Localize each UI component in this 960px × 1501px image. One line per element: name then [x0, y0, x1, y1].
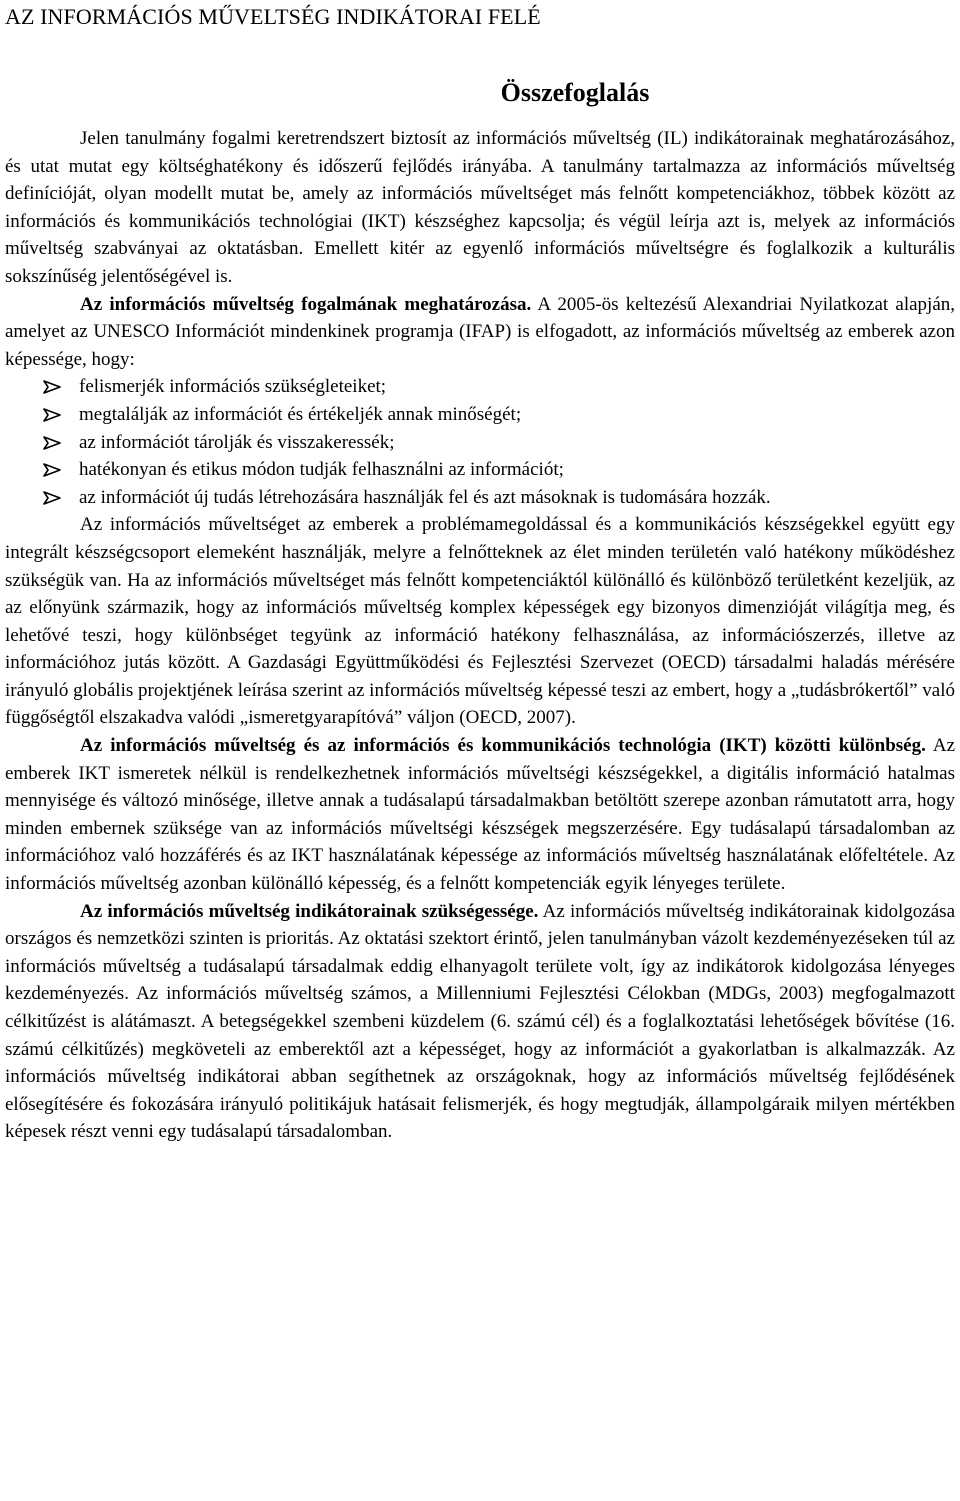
list-item-text: felismerjék információs szükségleteiket; [79, 376, 387, 398]
list-item [5, 484, 955, 512]
running-header: AZ INFORMÁCIÓS MŰVELTSÉG INDIKÁTORAI FELÉ [5, 4, 541, 29]
integrated-skills-paragraph: Az információs műveltséget az emberek a problémamegoldással és a kommunikációs készségekkel együtt egy integrált készségcsoport elemeként használják, melyre a felnőtteknek az élet minden területén való hatékony működéshez szükségük van. Ha az információs műveltséget más felnőtt kompetenciáktól különálló és különböző területként kezeljük, az az előnyünk származik, hogy az információs műveltség komplex képességek egy bizonyos dimenzióját világítja meg, és lehetővé teszi, hogy különbséget tegyünk az információ hatékony felhasználása, az információszerzés, illetve az információhoz jutás között. A Gazdasági Együttműködési és Fejlesztési Szervezet (OECD) társadalmi haladás mérésére irányuló globális projektjének leírása szerint az információs műveltség képessé teszi az embert, hogy a „tudásbrókertől” való függőségtől elszakadva valódi „ismeretgyarapítóvá” váljon (OECD, 2007). [5, 514, 955, 729]
section-heading-definition: Az információs műveltség fogalmának meghatározása. [80, 293, 532, 315]
list-item [5, 429, 955, 457]
indicators-need-text: Az információs műveltség indikátorainak kidolgozása országos és nemzetközi szinten is prioritás. Az oktatási szektort érintő, jelen tanulmányban vázolt kezdeményezéseken túl az információs műveltség a tudásalapú társadalmak eddig elhanyagolt területe volt, így az indikátorok kidolgozása lényeges kezdeményezés. Az információs műveltség számos, a Millenniumi Fejlesztési Célokban (MDGs, 2003) megfogalmazott célkitűzést is alátámaszt. A betegségekkel szembeni küzdelem (6. számú cél) és a foglalkoztatási lehetőségek bővítése (16. számú célkitűzés) megköveteli az emberektől azt a képességet, hogy az információt a gyakorlatban is alkalmazzák. Az információs műveltség indikátorai abban segíthetnek az országoknak, hogy az információs műveltség fejlődésének elősegítésére és fokozására irányuló politikájuk hatásait felismerjék, és hogy megtudják, állampolgáraik milyen mértékben képesek részt venni egy tudásalapú társadalomban. [5, 900, 955, 1143]
document-page [5, 0, 955, 1146]
arrow-bullet-icon [43, 463, 61, 477]
capability-list [5, 373, 955, 511]
list-item [5, 401, 955, 429]
ikt-difference-text: Az emberek IKT ismeretek nélkül is rendelkezhetnek információs műveltségi készségekkel, a digitális információ hatalmas mennyisége és változó minősége, illetve annak a tudásalapú társadalmakban betöltött szerepe azonban rámutatott arra, hogy minden embernek szüksége van az információs műveltségi készségek megszerzésére. Egy tudásalapú társadalomban az információhoz való hozzáférés és az IKT használatának képessége az információs műveltség használatának előfeltétele. Az információs műveltség azonban különálló képesség, és a felnőtt kompetenciák egyik lényeges területe. [5, 735, 955, 895]
list-item-text: hatékonyan és etikus módon tudják felhasználni az információt; [79, 459, 564, 481]
list-item-text: az információt tárolják és visszakeressék; [79, 431, 395, 453]
arrow-bullet-icon [43, 491, 61, 505]
arrow-bullet-icon [43, 436, 61, 450]
section-heading-indicators: Az információs műveltség indikátorainak szükségessége. [80, 900, 539, 922]
page-title: Összefoglalás [500, 78, 650, 107]
section-heading-ikt: Az információs műveltség és az információs és kommunikációs technológia (IKT) közötti különbség. [80, 735, 926, 757]
ikt-difference-paragraph [5, 732, 955, 898]
list-item-text: az információt új tudás létrehozására használják fel és azt másoknak is tudomására hozzák. [79, 486, 771, 508]
list-item [5, 456, 955, 484]
intro-paragraph: Jelen tanulmány fogalmi keretrendszert biztosít az információs műveltség (IL) indikátorainak meghatározásához, és utat mutat egy költséghatékony és időszerű fejlődés irányába. A tanulmány tartalmazza az információs műveltség definícióját, olyan modellt mutat be, amely az információs műveltséget más felnőtt kompetenciákhoz, többek között az információs és kommunikációs technológiai (IKT) készséghez kapcsolja; és végül leírja azt is, melyek az információs műveltség szabványai az oktatásban. Emellett kitér az egyenlő információs műveltségre és foglalkozik a kulturális sokszínűség jelentőségével is. [5, 128, 955, 287]
arrow-bullet-icon [43, 380, 61, 394]
indicators-need-paragraph [5, 898, 955, 1146]
definition-text: A 2005-ös keltezésű Alexandriai Nyilatkozat alapján, amelyet az UNESCO Információt mindenkinek programja (IFAP) is elfogadott, az információs műveltség az emberek azon képessége, hogy: [5, 293, 955, 370]
definition-paragraph [5, 291, 955, 374]
arrow-bullet-icon [43, 408, 61, 422]
list-item [5, 373, 955, 401]
list-item-text: megtalálják az információt és értékeljék annak minőségét; [79, 403, 522, 425]
